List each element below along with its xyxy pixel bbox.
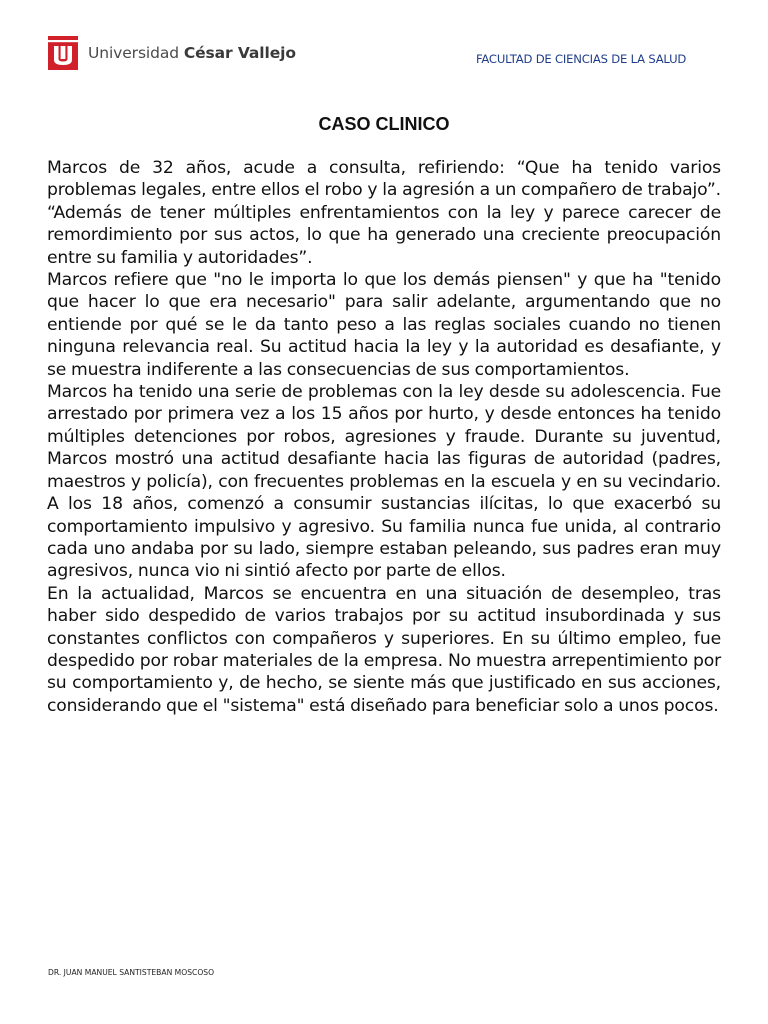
- logo-text-bold: César Vallejo: [183, 44, 296, 62]
- university-shield-icon: [48, 36, 78, 70]
- paragraph: Marcos ha tenido una serie de problemas con la ley desde su adolescencia. Fue arrestado por primera vez a los 15 años por hurto, y desde entonces ha tenido múltiples detenciones por robos, agresiones y fraude. Durante su juventud, Marcos mostró una actitud desafiante hacia las figuras de autoridad (padres, maestros y policía), con frecuentes problemas en la escuela y en su vecindario. A los 18 años, comenzó a consumir sustancias ilícitas, lo que exacerbó su comportamiento impulsivo y agresivo. Su familia nunca fue unida, al contrario cada uno andaba por su lado, siempre estaban peleando, sus padres eran muy agresivos, nunca vio ni sintió afecto por parte de ellos.: [47, 382, 721, 582]
- footer-author: DR. JUAN MANUEL SANTISTEBAN MOSCOSO: [48, 968, 215, 977]
- logo-text: [88, 44, 296, 62]
- paragraph: Marcos refiere que "no le importa lo que los demás piensen" y que ha "tenido que hacer lo que era necesario" para salir adelante, argumentando que no entiende por qué se le da tanto peso a las reglas sociales cuando no tienen ninguna relevancia real. Su actitud hacia la ley y la autoridad es desafiante, y se muestra indiferente a las consecuencias de sus comportamientos.: [47, 270, 721, 380]
- paragraph: En la actualidad, Marcos se encuentra en una situación de desempleo, tras haber sido despedido de varios trabajos por su actitud insubordinada y sus constantes conflictos con compañeros y superiores. En su último empleo, fue despedido por robar materiales de la empresa. No muestra arrepentimiento por su comportamiento y, de hecho, se siente más que justificado en sus acciones, considerando que el "sistema" está diseñado para beneficiar solo a unos pocos.: [47, 583, 721, 716]
- logo-text-light: Universidad: [88, 44, 180, 62]
- faculty-name: FACULTAD DE CIENCIAS DE LA SALUD: [476, 52, 687, 66]
- document-title: CASO CLINICO: [318, 114, 450, 134]
- case-text: [47, 157, 721, 717]
- page-header: [0, 0, 768, 90]
- university-logo: [48, 36, 296, 70]
- paragraph: Marcos de 32 años, acude a consulta, refiriendo: “Que ha tenido varios problemas legales, entre ellos el robo y la agresión a un compañero de trabajo”. “Además de tener múltiples enfrentamientos con la ley y parece carecer de remordimiento por sus actos, lo que ha generado una creciente preocupación entre su familia y autoridades”.: [47, 158, 721, 268]
